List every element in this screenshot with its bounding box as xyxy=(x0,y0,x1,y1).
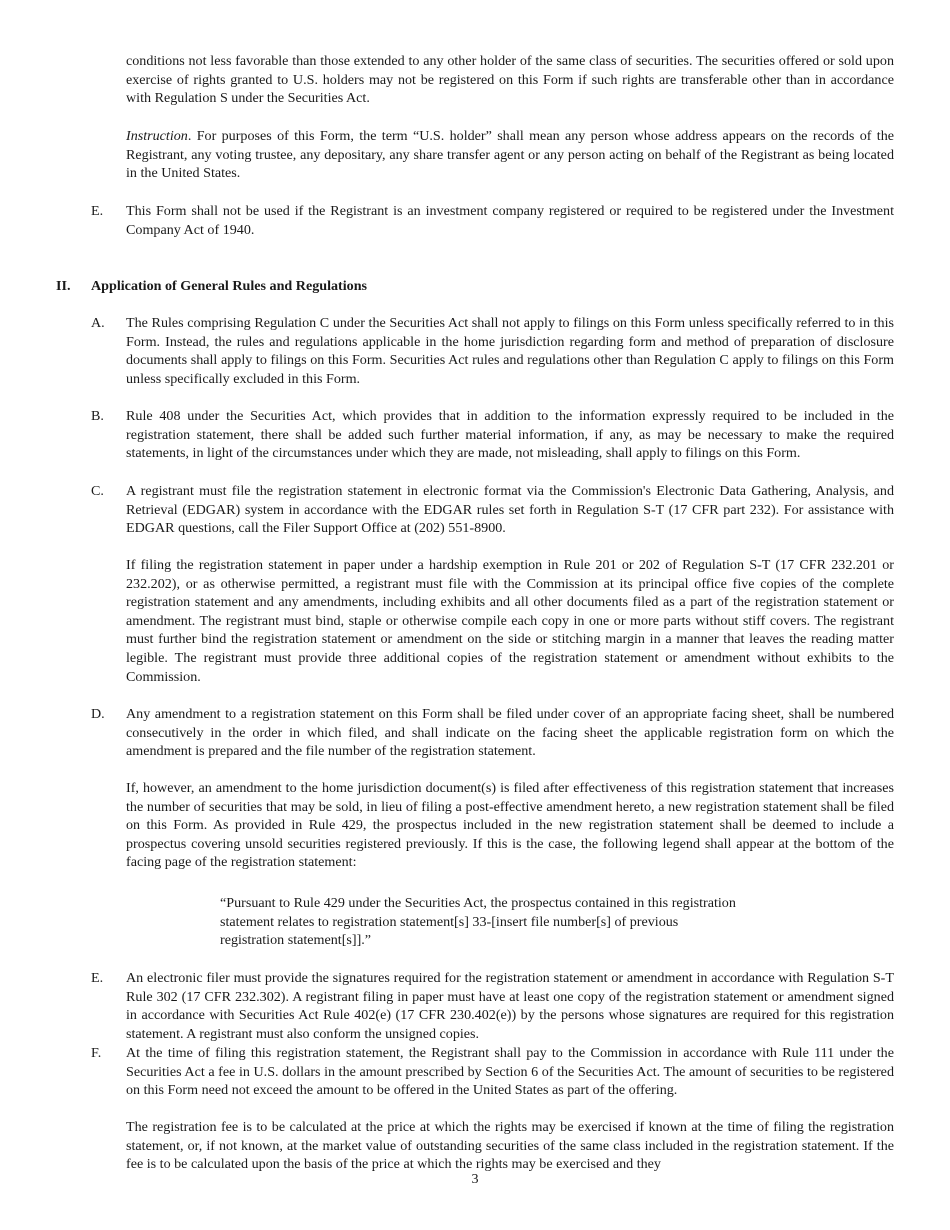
page-number: 3 xyxy=(471,1171,479,1187)
instruction-text: . For purposes of this Form, the term “U.S. holder” shall mean any person whose address appears on the records of the Registrant, any voting trustee, any depositary, any share transfer agent or any person acting on behalf of the Registrant as being located in the United States. xyxy=(126,128,894,182)
item-a-text: The Rules comprising Regulation C under the Securities Act shall not apply to filings on this Form unless specifically referred to in this Form. Instead, the rules and regulations applicable in the home jurisdiction regarding form and method of preparation of disclosure documents shall apply to filings on this Form. Securities Act rules and regulations other than Regulation C apply to filings on this Form unless specifically excluded in this Form. xyxy=(126,315,894,387)
item-e-text: This Form shall not be used if the Registrant is an investment company registered or required to be registered under the Investment Company Act of 1940. xyxy=(126,203,894,238)
item-f-label: F. xyxy=(91,1045,102,1061)
item-c-paragraph-2: If filing the registration statement in paper under a hardship exemption in Rule 201 or 202 of Regulation S-T (17 CFR 232.201 or 232.202), or as otherwise permitted, a registrant must file with the Commission at its principal office five copies of the complete registration statement and any amendments, including exhibits and all other documents filed as a part of the registration statement or amendment. The registrant must bind, staple or otherwise compile each copy in one or more parts without stiff covers. The registrant must further bind the registration statement or amendment on the side or stitching margin in a manner that leaves the reading matter legible. The registrant must provide three additional copies of the registration statement or amendment without exhibits to the Commission. xyxy=(126,557,894,685)
rule-429-legend-quote: “Pursuant to Rule 429 under the Securities Act, the prospectus contained in this registration statement relates to registration statement[s] 33-[insert file number[s] of previous registration statement[s]].” xyxy=(220,895,736,949)
item-b-label: B. xyxy=(91,408,104,424)
item-f-text: At the time of filing this registration statement, the Registrant shall pay to the Commission in accordance with Rule 111 under the Securities Act a fee in U.S. dollars in the amount prescribed by Section 6 of the Securities Act. The amount of securities to be registered on this Form need not exceed the amount to be offered in the United States as part of the offering. xyxy=(126,1045,894,1099)
item-e-label: E. xyxy=(91,203,104,219)
item-a-label: A. xyxy=(91,315,105,331)
instruction-paragraph xyxy=(126,127,894,183)
instruction-label: Instruction xyxy=(126,128,188,144)
item-c-label: C. xyxy=(91,483,104,499)
item-b-text: Rule 408 under the Securities Act, which provides that in addition to the information expressly required to be included in the registration statement, there shall be added such further material information, if any, as may be necessary to make the required statements, in light of the circumstances under which they are made, not misleading, shall apply to filings on this Form. xyxy=(126,408,894,462)
item-e2-label: E. xyxy=(91,970,104,986)
item-c-text: A registrant must file the registration statement in electronic format via the Commission's Electronic Data Gathering, Analysis, and Retrieval (EDGAR) system in accordance with the EDGAR rules set forth in Regulation S-T (17 CFR part 232). For assistance with EDGAR questions, call the Filer Support Office at (202) 551-8900. xyxy=(126,483,894,537)
item-f-paragraph-2: The registration fee is to be calculated at the price at which the rights may be exercised if known at the time of filing the registration statement, or, if not known, at the market value of outstanding securities of the same class included in the registration statement. If the fee is to be calculated upon the basis of the price at which the rights may be exercised and they xyxy=(126,1119,894,1173)
item-e2-text: An electronic filer must provide the signatures required for the registration statement or amendment in accordance with Regulation S-T Rule 302 (17 CFR 232.302). A registrant filing in paper must have at least one copy of the registration statement or amendment signed in accordance with Securities Act Rule 402(e) (17 CFR 230.402(e)) by the persons whose signatures are required for this registration statement. A registrant must also conform the unsigned copies. xyxy=(126,970,894,1042)
section-number: II. xyxy=(56,278,71,294)
item-d-paragraph-2: If, however, an amendment to the home jurisdiction document(s) is filed after effectiveness of this registration statement that increases the number of securities that may be sold, in lieu of filing a post-effective amendment hereto, a new registration statement shall be filed on this Form. As provided in Rule 429, the prospectus included in the new registration statement shall be deemed to include a prospectus covering unsold securities registered previously. If this is the case, the following legend shall appear at the bottom of the facing page of the registration statement: xyxy=(126,780,894,871)
section-title: Application of General Rules and Regulations xyxy=(91,278,368,294)
continuation-paragraph: conditions not less favorable than those extended to any other holder of the same class of securities. The securities offered or sold upon exercise of rights granted to U.S. holders may not be registered on this Form if such rights are transferable other than in accordance with Regulation S under the Securities Act. xyxy=(126,53,894,107)
item-d-text: Any amendment to a registration statement on this Form shall be filed under cover of an appropriate facing sheet, shall be numbered consecutively in the order in which filed, and shall indicate on the facing sheet the applicable registration form on which the amendment is prepared and the file number of the registration statement. xyxy=(126,706,894,760)
item-d-label: D. xyxy=(91,706,105,722)
